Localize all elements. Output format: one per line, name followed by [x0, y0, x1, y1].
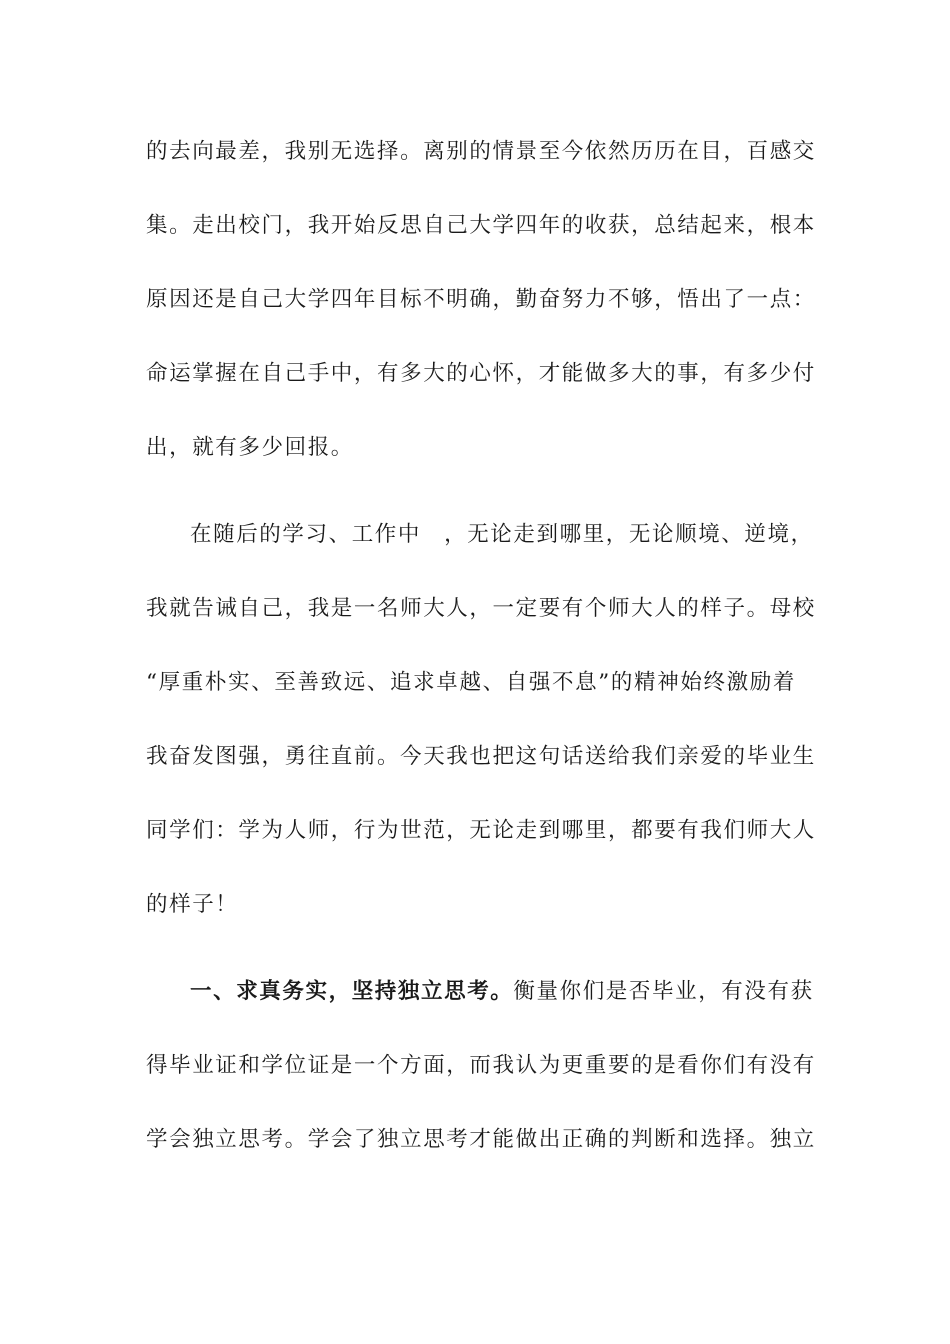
paragraph-3-first-line-text: 衡量你们是否毕业，有没有获	[513, 979, 814, 1004]
paragraph-1-line-3: 原因还是自己大学四年目标不明确，勤奋努力不够，悟出了一点：	[146, 287, 816, 312]
paragraph-2-line-2: 我就告诫自己，我是一名师大人，一定要有个师大人的样子。母校	[146, 596, 816, 621]
paragraph-3-line-1	[190, 977, 814, 1007]
paragraph-2-line-3: “厚重朴实、至善致远、追求卓越、自强不息”的精神始终激励着	[146, 670, 796, 695]
paragraph-1-line-1: 的去向最差，我别无选择。离别的情景至今依然历历在目，百感交	[146, 139, 816, 164]
paragraph-2-line-6: 的样子！	[146, 892, 239, 917]
paragraph-2-line-4: 我奋发图强，勇往直前。今天我也把这句话送给我们亲爱的毕业生	[146, 744, 816, 769]
section-heading: 一、求真务实，坚持独立思考。	[190, 979, 514, 1004]
paragraph-3-line-3: 学会独立思考。学会了独立思考才能做出正确的判断和选择。独立	[146, 1127, 816, 1152]
paragraph-1-line-4: 命运掌握在自己手中，有多大的心怀，才能做多大的事，有多少付	[146, 361, 816, 386]
paragraph-2-line-5: 同学们：学为人师，行为世范，无论走到哪里，都要有我们师大人	[146, 818, 816, 843]
paragraph-2-line-1: 在随后的学习、工作中 ，无论走到哪里，无论顺境、逆境，	[190, 522, 814, 547]
paragraph-3-line-2: 得毕业证和学位证是一个方面，而我认为更重要的是看你们有没有	[146, 1053, 816, 1078]
paragraph-1-line-2: 集。走出校门，我开始反思自己大学四年的收获，总结起来，根本	[146, 213, 816, 238]
paragraph-1-line-5: 出，就有多少回报。	[146, 435, 354, 460]
